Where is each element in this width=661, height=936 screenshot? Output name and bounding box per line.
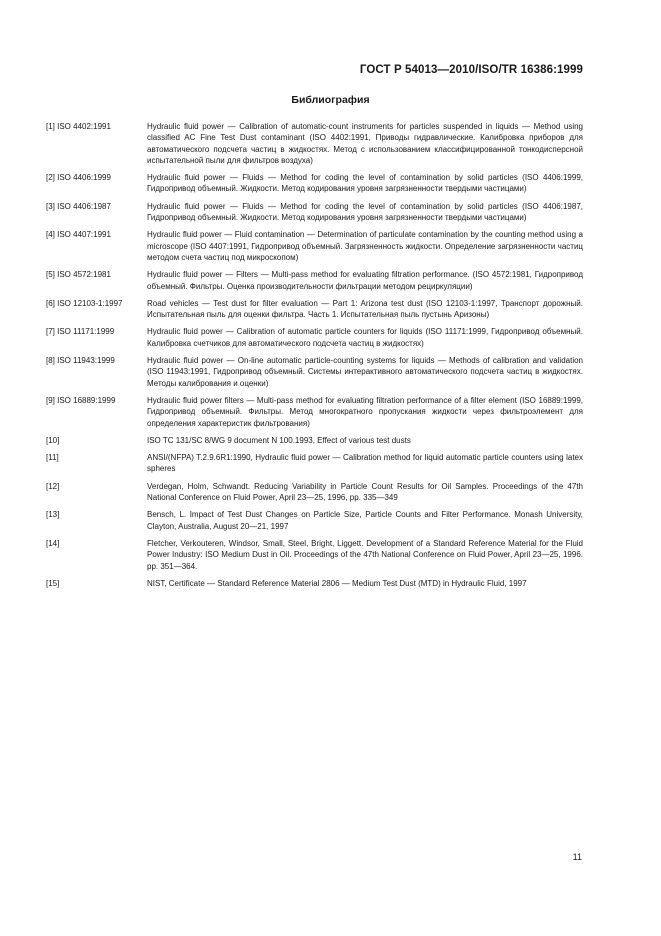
entry-text: Hydraulic fluid power — Fluids — Method for coding the level of contamination by solid particles (ISO 4406:1999, Гидропривод объемный. Жидкости. Метод кодирования уровня загрязненности твердыми частицами): [147, 173, 583, 194]
page-title: Библиография: [291, 94, 370, 106]
bibliography-entry: [46, 201, 583, 224]
bibliography-entry: [46, 229, 583, 263]
bibliography-entry: [46, 326, 583, 349]
bibliography-entry: [46, 509, 583, 532]
bibliography-entry: [46, 578, 583, 589]
entry-text: NIST, Certificate — Standard Reference Material 2806 — Medium Test Dust (MTD) in Hydraulic Fluid, 1997: [147, 578, 527, 588]
bibliography-entry: [46, 395, 583, 429]
bibliography-list: [46, 121, 583, 595]
entry-reference: [8] ISO 11943:1999: [46, 356, 115, 366]
entry-reference: [15]: [46, 578, 60, 588]
bibliography-entry: [46, 172, 583, 195]
bibliography-entry: [46, 435, 583, 446]
bibliography-entry: [46, 121, 583, 166]
entry-reference: [3] ISO 4406:1987: [46, 201, 111, 211]
entry-reference: [5] ISO 4572:1981: [46, 270, 111, 280]
entry-reference: [9] ISO 16889:1999: [46, 395, 116, 405]
entry-text: Hydraulic fluid power — Calibration of automatic-count instruments for particles suspended in liquids — Method using classified AC Fine Test Dust contaminant (ISO 4402:1991, Приводы гидравлические. Калибровка приборов для автоматического подсчета частиц в жидкостях. Метод с использованием классифицированной тонкодисперсной испытательной пыли для фильтров воздуха): [147, 122, 583, 165]
bibliography-entry: [46, 269, 583, 292]
entry-reference: [14]: [46, 538, 60, 548]
entry-text: ANSI/(NFPA) T.2.9.6R1:1990, Hydraulic fluid power — Calibration method for liquid automatic particle counters using latex spheres: [147, 453, 583, 474]
entry-text: Hydraulic fluid power — Fluid contamination — Determination of particulate contamination by the counting method using a microscope (ISO 4407:1991, Гидропривод объемный. Загрязненность жидкости. Определение загрязненности частиц методом счета частиц под микроскопом): [147, 230, 583, 262]
entry-text: Road vehicles — Test dust for filter evaluation — Part 1: Arizona test dust (ISO 12103-1:1997, Транспорт дорожный. Испытательная пыль для оценки фильтра. Часть 1. Испытательная пыль пустынь Аризоны): [147, 298, 583, 320]
document-header: ГОСТ Р 54013—2010/ISO/TR 16386:1999: [359, 64, 583, 76]
entry-reference: [7] ISO 11171:1999: [46, 327, 115, 337]
entry-reference: [1] ISO 4402:1991: [46, 122, 111, 131]
bibliography-entry: [46, 538, 583, 572]
bibliography-entry: [46, 481, 583, 504]
entry-text: Verdegan, Holm, Schwandt. Reducing Variability in Particle Count Results for Oil Samples. Proceedings of the 47th National Conference on Fluid Power, April 23—25, 1996, pp. 335—349: [147, 481, 583, 503]
bibliography-entry: [46, 452, 583, 475]
entry-reference: [2] ISO 4406:1999: [46, 173, 111, 183]
entry-reference: [12]: [46, 481, 60, 491]
entry-text: Bensch, L. Impact of Test Dust Changes on Particle Size, Particle Counts and Filter Performance. Monash University, Clayton, Australia, August 20—21, 1997: [147, 510, 583, 531]
bibliography-entry: [46, 355, 583, 389]
entry-text: Hydraulic fluid power filters — Multi-pass method for evaluating filtration performance of a filter element (ISO 16889:1999, Гидропривод объемный. Фильтры. Метод многократного пропускания жидкости через фильтроэлемент для определения характеристик фильтрования): [147, 395, 583, 428]
entry-reference: [6] ISO 12103-1:1997: [46, 298, 123, 308]
entry-text: Hydraulic fluid power — On-line automatic particle-counting systems for liquids — Methods of calibration and validation (ISO 11943:1991, Гидропривод объемный. Системы интерактивного автоматического подсчета частиц в жидкостях. Методы калибрования и оценки): [147, 356, 583, 388]
entry-reference: [4] ISO 4407:1991: [46, 230, 111, 240]
entry-reference: [10]: [46, 435, 60, 445]
entry-text: Hydraulic fluid power — Fluids — Method for coding the level of contamination by solid particles (ISO 4406:1987, Гидропривод объемный. Жидкости. Метод кодирования уровня загрязненности твердыми частицами): [147, 201, 583, 223]
entry-text: Fletcher, Verkouteren, Windsor, Small, Steel, Bright, Liggett. Development of a Standard Reference Material for the Fluid Power Industry: ISO Medium Dust in Oil. Proceedings of the 47th National Conference on Fluid Power, April 23—25, 1996. pp. 351—364.: [147, 538, 583, 571]
bibliography-entry: [46, 298, 583, 321]
entry-text: Hydraulic fluid power — Calibration of automatic particle counters for liquids (ISO 11171:1999, Гидропривод объемный. Калибровка счетчиков для автоматического подсчета частиц в жидкостях): [147, 327, 583, 348]
entry-text: Hydraulic fluid power — Filters — Multi-pass method for evaluating filtration performance. (ISO 4572:1981, Гидропривод объемный. Фильтры. Оценка производительности фильтрации методом рециркуляции): [147, 270, 583, 291]
entry-reference: [13]: [46, 510, 60, 520]
page-number: 11: [572, 852, 582, 862]
entry-text: ISO TC 131/SC 8/WG 9 document N 100.1993, Effect of various test dusts: [147, 435, 411, 445]
entry-reference: [11]: [46, 453, 59, 463]
